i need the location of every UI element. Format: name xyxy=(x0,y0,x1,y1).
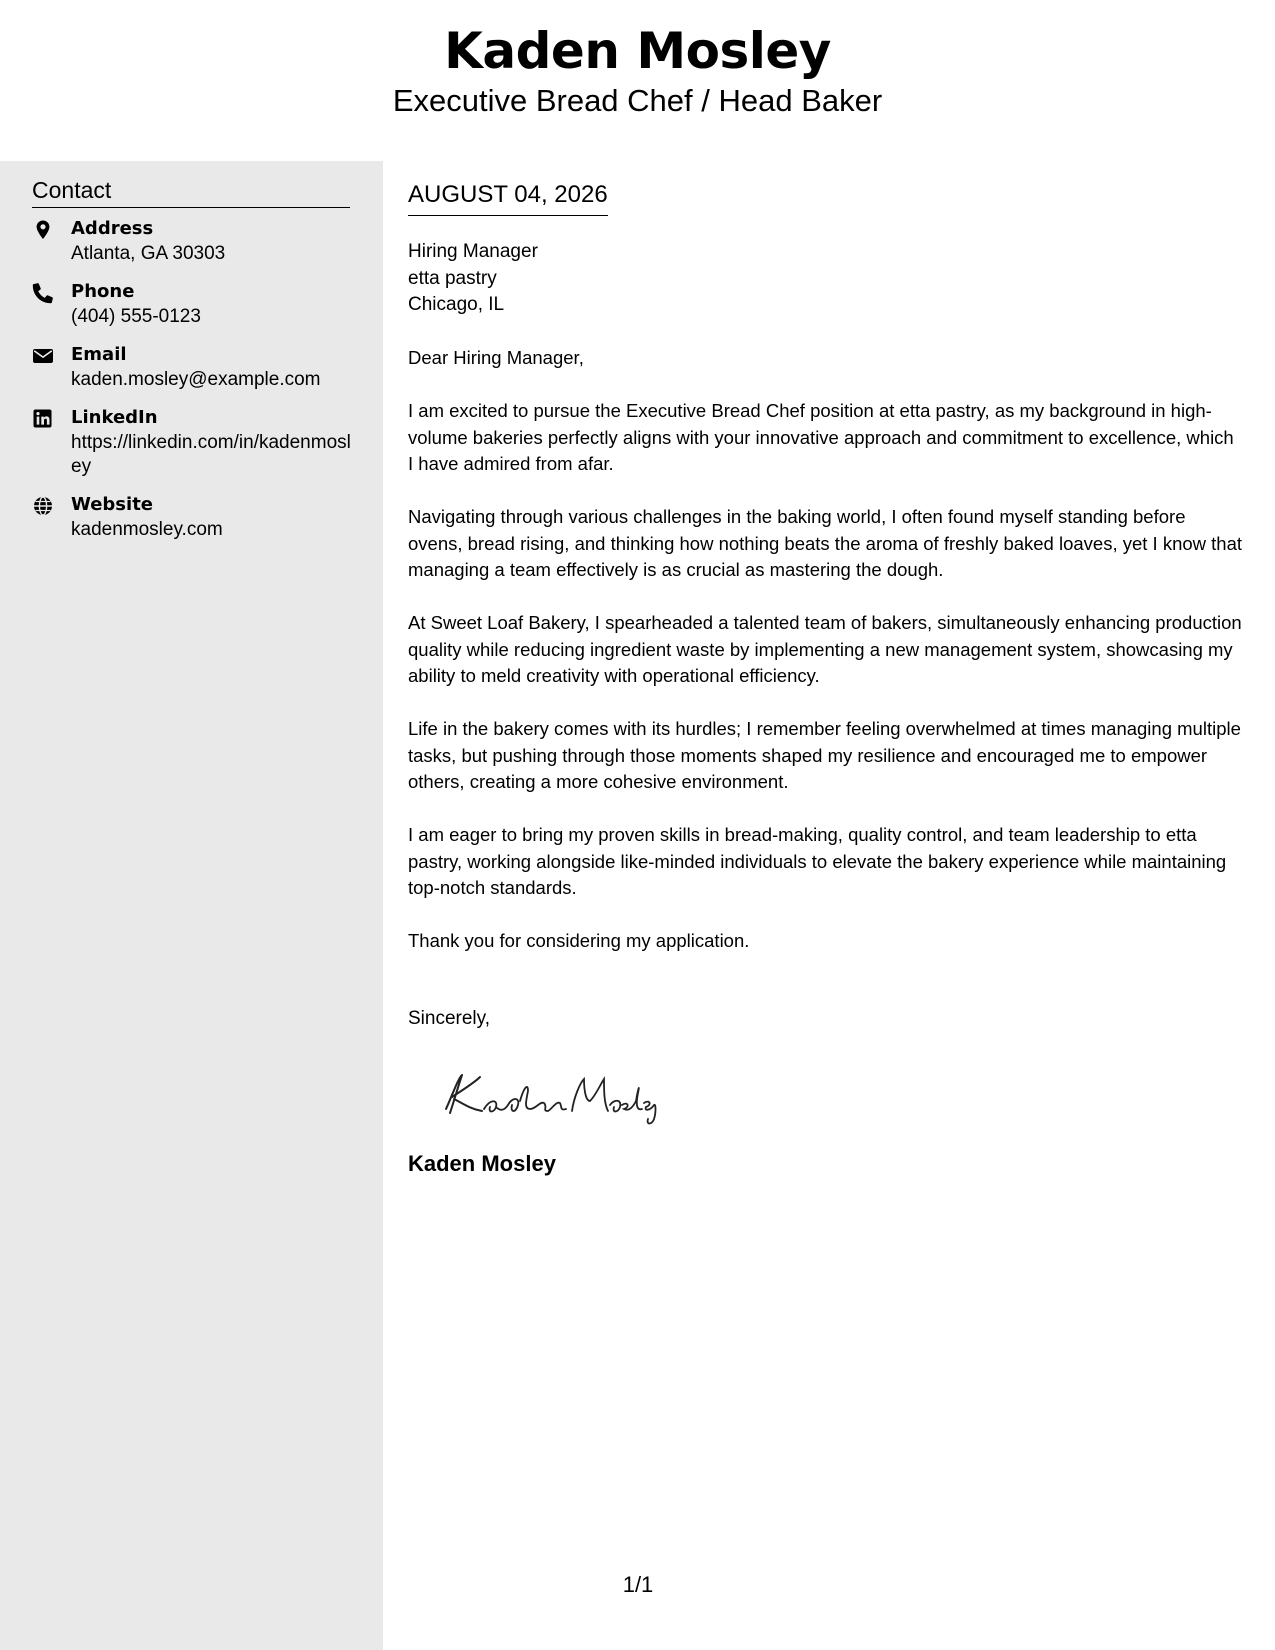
contact-heading: Contact xyxy=(32,175,350,208)
phone-icon xyxy=(32,282,54,304)
contact-label: Website xyxy=(71,494,154,515)
applicant-title: Executive Bread Chef / Head Baker xyxy=(392,83,883,118)
page-number: 1/1 xyxy=(622,1572,654,1597)
paragraph: Navigating through various challenges in the baking world, I often found myself standing before ovens, bread rising, and thinking how nothing beats the aroma of freshly baked loaves, yet I know that managing a team effectively is as crucial as mastering the dough. xyxy=(408,506,1243,580)
contact-value[interactable]: kadenmosley.com xyxy=(71,519,223,540)
signature-image xyxy=(424,1061,664,1131)
contact-value: kaden.mosley@example.com xyxy=(71,369,321,390)
recipient-name: Hiring Manager xyxy=(408,241,538,262)
contact-label: Email xyxy=(71,344,127,365)
letter-date: AUGUST 04, 2026 xyxy=(408,179,608,216)
contact-value: (404) 555-0123 xyxy=(71,306,201,327)
recipient-location: Chicago, IL xyxy=(408,294,505,315)
contact-value[interactable]: https://linkedin.com/in/kadenmosley xyxy=(71,432,351,477)
recipient-block xyxy=(408,239,538,319)
paragraph: I am excited to pursue the Executive Bread Chef position at etta pastry, as my background in high-volume bakeries perfectly aligns with your innovative approach and commitment to excellence, which I have admired from afar. xyxy=(408,400,1234,474)
paragraph: At Sweet Loaf Bakery, I spearheaded a talented team of bakers, simultaneously enhancing production quality while reducing ingredient waste by implementing a new management system, showcasing my ability to meld creativity with operational efficiency. xyxy=(408,612,1242,686)
envelope-icon xyxy=(32,345,54,367)
linkedin-icon xyxy=(32,408,54,430)
map-pin-icon xyxy=(32,219,54,241)
globe-icon xyxy=(32,495,54,517)
contact-sidebar xyxy=(0,161,383,1650)
paragraph: Life in the bakery comes with its hurdles; I remember feeling overwhelmed at times managing multiple tasks, but pushing through those moments shaped my resilience and encouraged me to empower others, creating a more cohesive environment. xyxy=(408,718,1241,792)
letter-text xyxy=(408,345,1243,981)
paragraph: I am eager to bring my proven skills in bread-making, quality control, and team leadership to etta pastry, working alongside like-minded individuals to elevate the bakery experience while maintaining top-notch standards. xyxy=(408,824,1227,898)
paragraph: Thank you for considering my application. xyxy=(408,930,750,951)
recipient-company: etta pastry xyxy=(408,267,497,289)
contact-label: LinkedIn xyxy=(71,407,158,428)
letter-header xyxy=(0,0,1275,160)
contact-label: Phone xyxy=(71,281,135,302)
applicant-name: Kaden Mosley xyxy=(444,22,831,80)
signer-name: Kaden Mosley xyxy=(408,1151,556,1176)
contact-value: Atlanta, GA 30303 xyxy=(71,243,226,264)
contact-label: Address xyxy=(71,218,154,239)
salutation: Dear Hiring Manager, xyxy=(408,347,584,368)
closing: Sincerely, xyxy=(408,1008,491,1029)
